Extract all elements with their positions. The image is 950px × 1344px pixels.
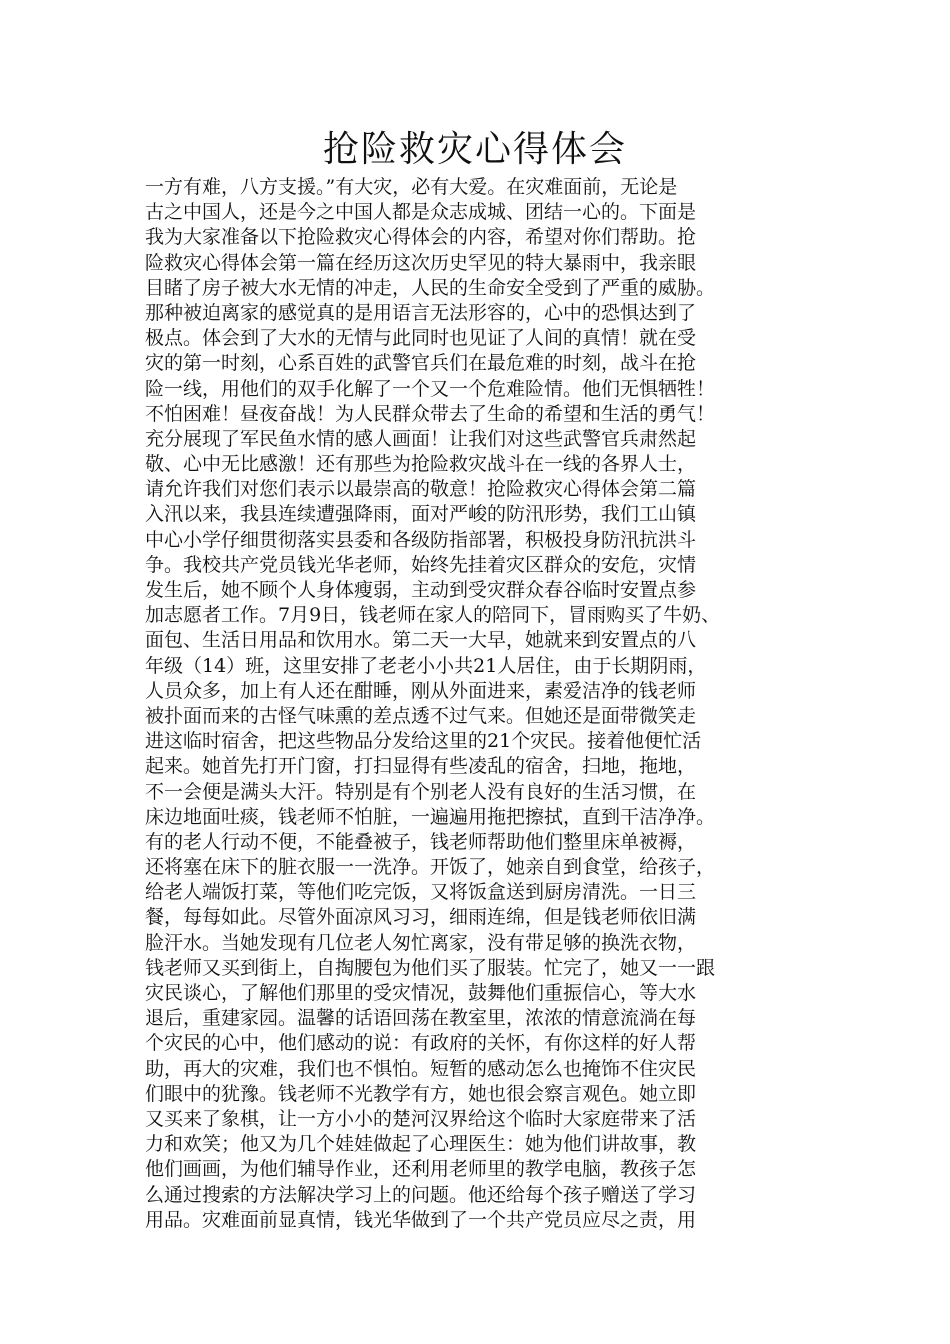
body-text-line: 床边地面吐痰，钱老师不怕脏，一遍遍用拖把擦拭，直到干洁净净。	[145, 805, 716, 828]
body-text-line: 发生后，她不顾个人身体瘦弱，主动到受灾群众春谷临时安置点参	[145, 579, 697, 601]
body-text-line: 有的老人行动不便，不能叠被子，钱老师帮助他们整里床单被褥，	[145, 830, 697, 853]
body-text-line: 入汛以来，我县连续遭强降雨，面对严峻的防汛形势，我们工山镇	[145, 503, 697, 526]
body-text-line: 被扑面而来的古怪气味熏的差点透不过气来。但她还是面带微笑走	[145, 704, 697, 727]
body-text-line: 加志愿者工作。7月9日，钱老师在家人的陪同下，冒雨购买了牛奶、	[145, 604, 721, 627]
body-text-line: 险救灾心得体会第一篇在经历这次历史罕见的特大暴雨中，我亲眼	[145, 251, 697, 274]
body-text-line: 灾民谈心，了解他们那里的受灾情况，鼓舞他们重振信心，等大水	[145, 982, 697, 1004]
body-text-line: 请允许我们对您们表示以最崇高的敬意！抢险救灾心得体会第二篇	[145, 478, 697, 501]
body-text-line: 不怕困难！昼夜奋战！为人民群众带去了生命的希望和生活的勇气！	[145, 402, 716, 425]
body-text-line: 力和欢笑；他又为几个娃娃做起了心理医生：她为他们讲故事，教	[145, 1133, 697, 1156]
body-text-line: 面包、生活日用品和饮用水。第二天一大早，她就来到安置点的八	[145, 629, 697, 652]
body-text-line: 我为大家准备以下抢险救灾心得体会的内容，希望对你们帮助。抢	[145, 226, 697, 249]
body-text-line: 年级（14）班，这里安排了老老小小共21人居住，由于长期阴雨，	[145, 654, 707, 677]
body-text-line: 灾的第一时刻，心系百姓的武警官兵们在最危难的时刻，战斗在抢	[145, 352, 697, 375]
body-text-line: 一方有难，八方支援。”有大灾，必有大爱。在灾难面前，无论是	[145, 176, 678, 198]
body-text-line: 充分展现了军民鱼水情的感人画面！让我们对这些武警官兵肃然起	[145, 427, 697, 450]
document-title: 抢险救灾心得体会	[322, 129, 627, 170]
body-text-line: 争。我校共产党员钱光华老师，始终先挂着灾区群众的安危，灾情	[145, 553, 697, 576]
body-text-line: 目睹了房子被大水无情的冲走，人民的生命安全受到了严重的威胁。	[145, 276, 716, 299]
body-text-line: 古之中国人，还是今之中国人都是众志成城、团结一心的。下面是	[145, 201, 697, 224]
body-text-line: 助，再大的灾难，我们也不惧怕。短暂的感动怎么也掩饰不住灾民	[145, 1057, 697, 1080]
body-text-line: 险一线，用他们的双手化解了一个又一个危难险情。他们无惧牺牲！	[145, 377, 716, 400]
body-text-line: 餐，每每如此。尽管外面凉风习习，细雨连绵，但是钱老师依旧满	[145, 906, 697, 929]
body-text-line: 钱老师又买到街上，自掏腰包为他们买了服装。忙完了，她又一一跟	[145, 956, 716, 979]
body-text-line: 还将塞在床下的脏衣服一一洗净。开饭了，她亲自到食堂，给孩子，	[145, 856, 716, 879]
body-text-line: 么通过搜索的方法解决学习上的问题。他还给每个孩子赠送了学习	[145, 1183, 697, 1206]
document-body	[145, 175, 815, 1233]
body-text-line: 用品。灾难面前显真情，钱光华做到了一个共产党员应尽之责，用	[145, 1208, 697, 1231]
body-text-line: 退后，重建家园。温馨的话语回荡在教室里，浓浓的情意流淌在每	[145, 1007, 697, 1030]
body-text-line: 敬、心中无比感激！还有那些为抢险救灾战斗在一线的各界人士，	[145, 453, 697, 476]
body-text-line: 极点。体会到了大水的无情与此同时也见证了人间的真情！就在受	[145, 327, 697, 350]
body-text-line: 进这临时宿舍，把这些物品分发给这里的21个灾民。接着他便忙活	[145, 730, 702, 753]
body-text-line: 个灾民的心中，他们感动的说：有政府的关怀，有你这样的好人帮	[145, 1032, 697, 1055]
body-text-line: 那种被迫离家的感觉真的是用语言无法形容的，心中的恐惧达到了	[145, 301, 697, 324]
body-text-line: 中心小学仔细贯彻落实县委和各级防指部署，积极投身防汛抗洪斗	[145, 528, 697, 551]
body-text-line: 脸汗水。当她发现有几位老人匆忙离家，没有带足够的换洗衣物，	[145, 931, 697, 954]
body-text-line: 给老人端饭打菜，等他们吃完饭，又将饭盒送到厨房清洗。一日三	[145, 881, 697, 904]
body-text-line: 他们画画，为他们辅导作业，还利用老师里的教学电脑，教孩子怎	[145, 1158, 697, 1181]
body-text-line: 们眼中的犹豫。钱老师不光教学有方，她也很会察言观色。她立即	[145, 1082, 697, 1105]
body-text-line: 人员众多，加上有人还在酣睡，刚从外面进来，素爱洁净的钱老师	[145, 679, 697, 702]
body-text-line: 不一会便是满头大汗。特别是有个别老人没有良好的生活习惯，在	[145, 780, 697, 803]
body-text-line: 起来。她首先打开门窗，打扫显得有些凌乱的宿舍，扫地，拖地，	[145, 755, 697, 778]
body-text-line: 又买来了象棋，让一方小小的楚河汉界给这个临时大家庭带来了活	[145, 1107, 697, 1130]
